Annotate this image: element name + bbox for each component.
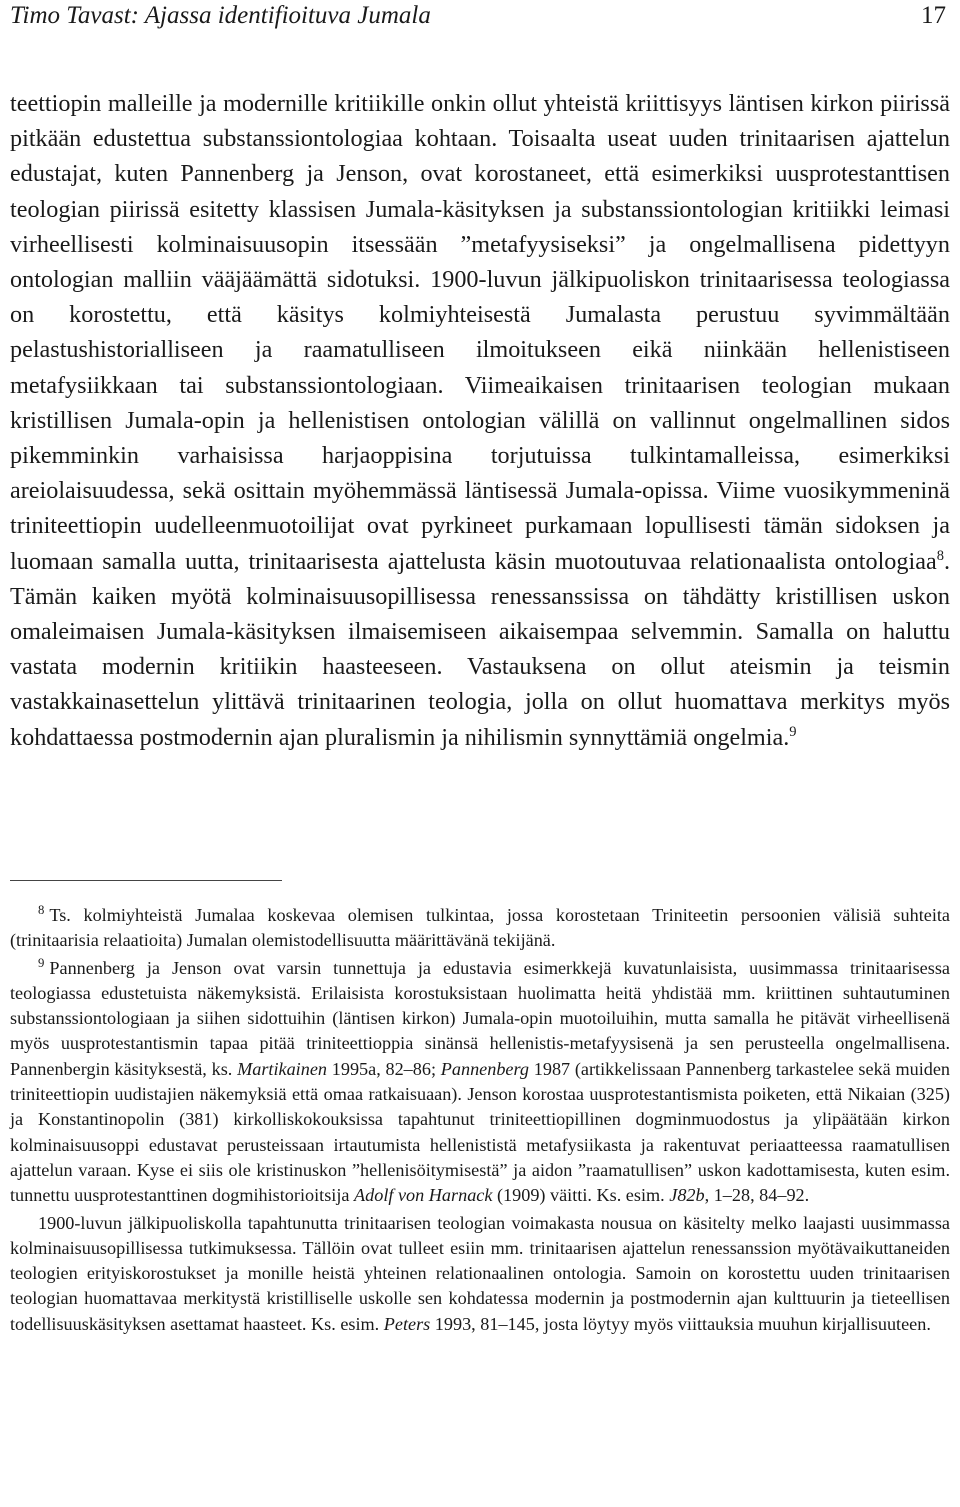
footnote-ref-8: 8 <box>936 547 944 564</box>
citation-author: Pannenberg <box>440 1058 529 1079</box>
footnote-9-text: 1995a, 82–86; <box>331 1058 437 1079</box>
citation-work: J82b <box>669 1185 705 1206</box>
footnote-8-number: 8 <box>38 902 45 917</box>
footnote-9-text: 1900-luvun jälkipuoliskolla tapahtunutta trinitaarisen teologian voimakasta nousua on käsitelty melko laajasti uusimmassa kolminaisuusopillisessa tutkimuksessa. Tällöin ovat tulleet esiin mm. trinitaarisen ajattelun renessanssion myötävaikuttaneiden teologien erityiskorostukset ja monille heistä yhteinen relationaalinen ontologia. Samoin on korostettu uuden trinitaarisen teologian huomattavaa merkitystä kristilliselle uskolle sen kohdatessa modernin ja postmodernin ajan kulttuurin ja tieteellisen todellisuuskäsityksen asettamat haasteet. Ks. esim. <box>10 1212 950 1334</box>
citation-author: Martikainen <box>237 1058 327 1079</box>
footnote-9-text: (1909) väitti. Ks. esim. <box>496 1185 665 1206</box>
footnote-separator <box>10 880 282 881</box>
footnote-9-text: , 1–28, 84–92. <box>704 1185 810 1206</box>
footnote-9-number: 9 <box>38 955 45 970</box>
footnotes <box>10 903 950 1337</box>
footnote-8-text: Ts. kolmiyhteistä Jumalaa koskevaa olemisen tulkintaa, jossa korostetaan Triniteetin persoonien välisiä suhteita (trinitaarisia relaatioita) Jumalan olemistodellisuutta määrittävänä tekijänä. <box>10 905 950 951</box>
footnote-ref-9: 9 <box>789 723 797 740</box>
body-text-part-1: teettiopin malleille ja modernille kritiikille onkin ollut yhteistä kriittisyys läntisen kirkon piirissä pitkään edustettua substanssiontologiaa kohtaan. Toisaalta useat uuden trinitaarisen ajattelun edustajat, kuten Pannenberg ja Jenson, ovat korostaneet, että esimerkiksi uusprotestanttisen teologian piirissä esitetty klassisen Jumala-käsityksen ja substanssiontologian kritiikki leimasi virheellisesti kolminaisuusopin itsessään ”metafyysiseksi” ja ongelmallisena pidettyyn ontologian malliin vääjäämättä sidotuksi. 1900-luvun jälkipuoliskon trinitaarisessa teologiassa on korostettu, että käsitys kolmiyhteisestä Jumalasta perustuu syvimmältään pelastushistorialliseen ja raamatulliseen ilmoitukseen eikä niinkään hellenistiseen metafysiikkaan tai substanssiontologiaan. Viimeaikaisen trinitaarisen teologian mukaan kristillisen Jumala-opin ja hellenistisen ontologian välillä on vallinnut ongelmallinen sidos pikemminkin varhaisissa harjaoppisina torjutuissa tulkintamalleissa, esimerkiksi areiolaisuudessa, sekä osittain myöhemmässä läntisessä Jumala-opissa. Viime vuosikymmeninä triniteettiopin uudelleenmuotoilijat ovat pyrkineet purkamaan lopullisesti tämän sidoksen ja luomaan samalla uutta, trinitaarisesta ajattelusta käsin muotoutuvaa relationaalista ontologiaa <box>10 90 950 575</box>
footnote-9-continuation <box>10 1211 950 1337</box>
footnote-8 <box>10 903 950 954</box>
body-text-part-2: . Tämän kaiken myötä kolminaisuusopillisessa renessanssissa on tähdätty kristillisen uskon omaleimaisen Jumala-käsityksen ilmaisemiseen aikaisempaa selvemmin. Samalla on haluttu vastata modernin kritiikin haasteeseen. Vastauksena on ollut ateismin ja teismin vastakkainasettelun ylittävä trinitaarinen teologia, jolla on ollut huomattava merkitys myös kohdattaessa postmodernin ajan pluralismin ja nihilismin synnyttämiä ongelmia. <box>10 547 950 751</box>
footnote-9-text: 1993, 81–145, josta löytyy myös viittauksia muuhun kirjallisuuteen. <box>434 1313 931 1334</box>
body-paragraph <box>10 86 950 755</box>
footnote-9-text: Pannenberg ja Jenson ovat varsin tunnettuja ja edustavia esimerkkejä kuvatunlaisista, uusimmassa trinitaarisessa teologiassa edustetuista näkemyksistä. Erilaisista korostuksistaan huolimatta heitä yhdistää mm. kriittinen suhtautuminen substanssiontologiaan ja siihen sidottuihin (läntisen kirkon) Jumala-opin muotoiluihin, mutta samalla he pitävät virheellisenä myös uusprotestantismin tapaa pitää triniteettioppia sinänsä hellenistis-metafyysisenä ja sen perusteella ongelmallisena. Pannenbergin käsityksestä, ks. <box>10 957 950 1079</box>
footnote-9 <box>10 956 950 1209</box>
footnote-9-text: 1987 (artikkelissaan Pannenberg tarkastelee sekä muiden triniteettiopin uudistajien näkemyksiä että omaa ratkaisuaan). Jenson korostaa uusprotestantismista poiketen, että Nikaian (325) ja Konstantinopolin (381) kirkolliskokouksissa tapahtunut triniteettiopillinen dogminmuodostus ja ylipäätään kirkon kolminaisuusoppi edustavat perusteissaan irtautumista hellenististä metafysiikasta ja rakentuvat periaatteessa raamatullisen ajattelun varaan. Kyse ei siis ole kristinuskon ”hellenisöitymisestä” ja aidon ”raamatullisen” uskon kadottamisesta, kuten esim. tunnettu uusprotestanttinen dogmihistorioitsija <box>10 1058 951 1206</box>
running-title: Timo Tavast: Ajassa identifioituva Jumala <box>10 2 431 29</box>
citation-author: Adolf von Harnack <box>354 1185 493 1206</box>
running-header <box>10 0 950 34</box>
main-text <box>10 86 950 755</box>
citation-author: Peters <box>383 1313 431 1334</box>
page-number: 17 <box>921 2 946 29</box>
